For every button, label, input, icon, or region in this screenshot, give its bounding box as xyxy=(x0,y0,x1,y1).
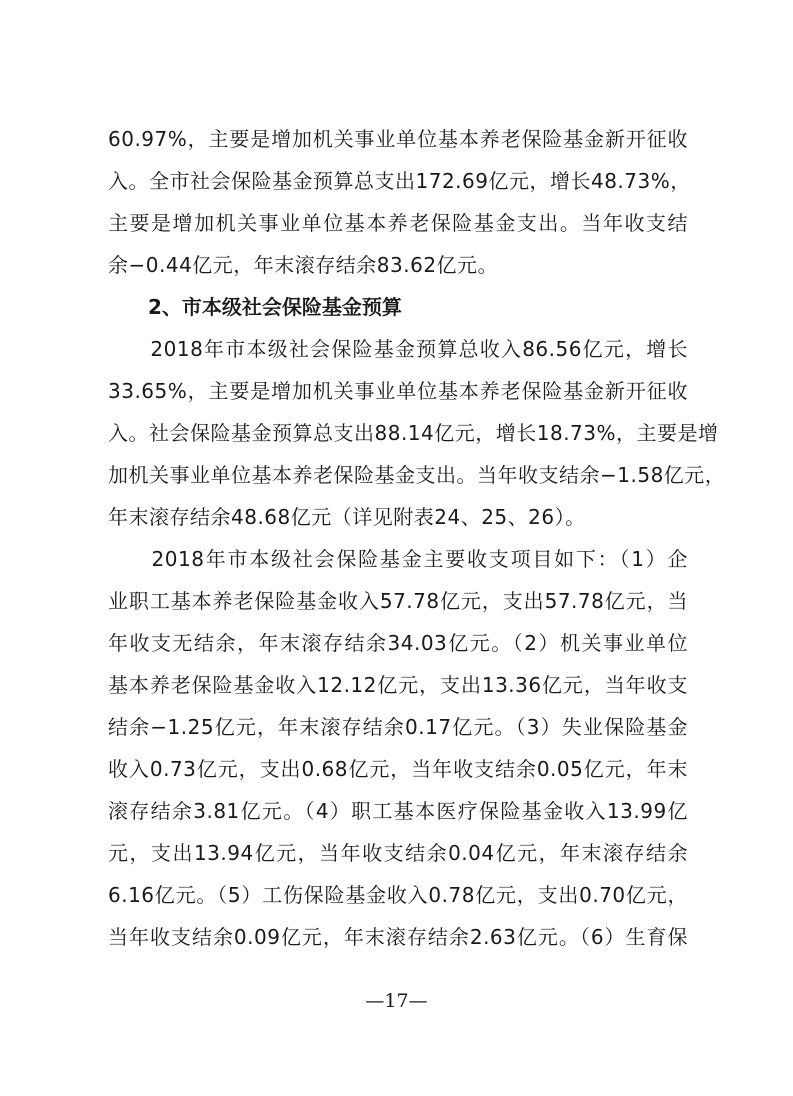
text-line: 2018年市本级社会保险基金预算总收入86.56亿元，增长 xyxy=(108,337,688,361)
text-line: 年收支无结余，年末滚存结余34.03亿元。（2）机关事业单位 xyxy=(108,631,688,655)
text-line: 60.97%，主要是增加机关事业单位基本养老保险基金新开征收 xyxy=(108,127,688,151)
text-line: 入。社会保险基金预算总支出88.14亿元，增长18.73%，主要是增 xyxy=(108,421,719,445)
text-line: 33.65%，主要是增加机关事业单位基本养老保险基金新开征收 xyxy=(108,379,688,403)
text-line: 2018年市本级社会保险基金主要收支项目如下：（1）企 xyxy=(108,547,688,571)
text-line: 元，支出13.94亿元，当年收支结余0.04亿元，年末滚存结余 xyxy=(108,841,688,865)
text-line: 结余−1.25亿元，年末滚存结余0.17亿元。（3）失业保险基金 xyxy=(108,715,688,739)
text-line: 余−0.44亿元，年末滚存结余83.62亿元。 xyxy=(108,253,499,277)
text-line: 业职工基本养老保险基金收入57.78亿元，支出57.78亿元，当 xyxy=(108,589,688,613)
paragraph-1 xyxy=(108,118,691,286)
text-line: 入。全市社会保险基金预算总支出172.69亿元，增长48.73%， xyxy=(108,169,691,193)
text-line: 加机关事业单位基本养老保险基金支出。当年收支结余−1.58亿元， xyxy=(108,463,726,487)
paragraph-2 xyxy=(108,328,726,538)
document-body xyxy=(108,118,726,958)
text-line: 6.16亿元。（5）工伤保险基金收入0.78亿元，支出0.70亿元， xyxy=(108,883,688,907)
text-line: 基本养老保险基金收入12.12亿元，支出13.36亿元，当年收支 xyxy=(108,673,688,697)
text-line: 当年收支结余0.09亿元，年末滚存结余2.63亿元。（6）生育保 xyxy=(108,925,688,949)
paragraph-3 xyxy=(108,538,688,958)
page-number: —17— xyxy=(365,990,428,1012)
text-line: 年末滚存结余48.68亿元（详见附表24、25、26）。 xyxy=(108,505,586,529)
text-line: 收入0.73亿元，支出0.68亿元，当年收支结余0.05亿元，年末 xyxy=(108,757,688,781)
text-line: 滚存结余3.81亿元。（4）职工基本医疗保险基金收入13.99亿 xyxy=(108,799,688,823)
section-heading: 2、市本级社会保险基金预算 xyxy=(148,295,402,319)
text-line: 主要是增加机关事业单位基本养老保险基金支出。当年收支结 xyxy=(108,211,688,235)
